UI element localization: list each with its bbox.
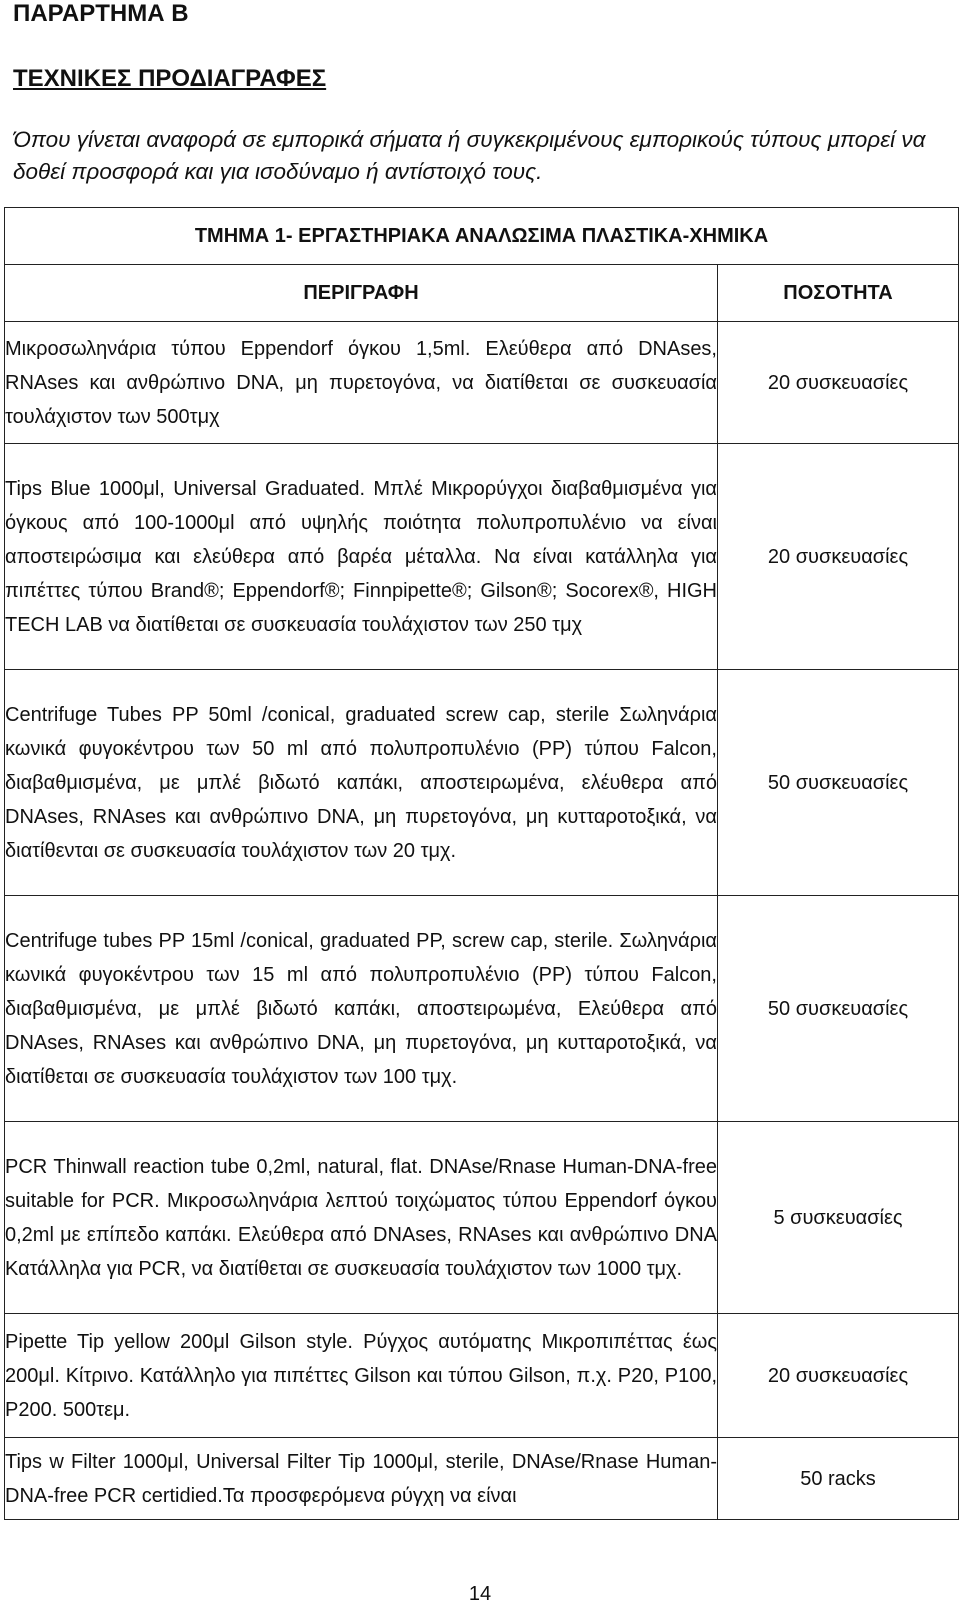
item-description: Tips Blue 1000μl, Universal Graduated. Μπλέ Μικρορύγχοι διαβαθμισμένα για όγκους από 100-1000μl από υψηλής ποιότητα πολυπροπυλένιο να είναι αποστειρώσιμα και ελεύθερα από βαρέα μέταλλα. Να είναι κατάλληλα για πιπέττες τύπου Brand®; Eppendorf®; Finnpipette®; Gilson®; Socorex®, HIGH TECH LAB να διατίθεται σε συσκευασία τουλάχιστον των 250 τμχ xyxy=(5,444,718,670)
item-quantity: 50 racks xyxy=(718,1438,959,1520)
item-description: Centrifuge Tubes PP 50ml /conical, graduated screw cap, sterile Σωληνάρια κωνικά φυγοκέντρου των 50 ml από πολυπροπυλένιο (PP) τύπου Falcon, διαβαθμισμένα, με μπλέ βιδωτό καπάκι, αποστειρωμένα, ελέυθερα από DNAses, RNAses και ανθρώπινο DNA, μη πυρετογόνα, μη κυτταροτοξικά, να διατίθενται σε συσκευασία τουλάχιστον των 20 τμχ. xyxy=(5,670,718,896)
item-quantity: 50 συσκευασίες xyxy=(718,670,959,896)
technical-specifications-title: ΤΕΧΝΙΚΕΣ ΠΡΟΔΙΑΓΡΑΦΕΣ xyxy=(13,65,327,92)
table-row xyxy=(5,670,959,896)
item-quantity: 20 συσκευασίες xyxy=(718,1314,959,1438)
item-quantity: 5 συσκευασίες xyxy=(718,1122,959,1314)
item-description: Pipette Tip yellow 200μl Gilson style. Ρύγχος αυτόματης Μικροπιπέττας έως 200μl. Κίτρινο. Κατάλληλο για πιπέττες Gilson και τύπου Gilson, π.χ. P20, P100, P200. 500τεμ. xyxy=(5,1314,718,1438)
item-description: Μικροσωληνάρια τύπου Eppendorf όγκου 1,5ml. Ελεύθερα από DNAses, RNAses και ανθρώπινο DNA, μη πυρετογόνα, να διατίθεται σε συσκευασία τουλάχιστον των 500τμχ xyxy=(5,322,718,444)
section-row xyxy=(5,208,959,265)
item-quantity: 50 συσκευασίες xyxy=(718,896,959,1122)
appendix-title: ΠΑΡΑΡΤΗΜΑ Β xyxy=(13,0,189,27)
item-quantity: 20 συσκευασίες xyxy=(718,444,959,670)
section-title: ΤΜΗΜΑ 1- ΕΡΓΑΣΤΗΡΙΑΚΑ ΑΝΑΛΩΣΙΜΑ ΠΛΑΣΤΙΚΑ-ΧΗΜΙΚΑ xyxy=(5,208,959,265)
item-description: Tips w Filter 1000μl, Universal Filter Tip 1000μl, sterile, DNAse/Rnase Human-DNA-free PCR certidied.Τα προσφερόμενα ρύγχη να είναι xyxy=(5,1438,718,1520)
table-row xyxy=(5,896,959,1122)
header-quantity: ΠΟΣΟΤΗΤΑ xyxy=(718,265,959,322)
item-description: Centrifuge tubes PP 15ml /conical, graduated PP, screw cap, sterile. Σωληνάρια κωνικά φυγοκέντρου των 15 ml από πολυπροπυλένιο (PP) τύπου Falcon, διαβαθμισμένα, με μπλέ βιδωτό καπάκι, αποστειρωμένα, Ελεύθερα από DNAses, RNAses και ανθρώπινο DNA, μη πυρετογόνα, μη κυτταροτοξικά, να διατίθεται σε συσκευασία τουλάχιστον των 100 τμχ. xyxy=(5,896,718,1122)
header-row xyxy=(5,265,959,322)
page-number: 14 xyxy=(468,1583,492,1605)
header-description: ΠΕΡΙΓΡΑΦΗ xyxy=(5,265,718,322)
specifications-table xyxy=(4,207,959,1520)
trademark-note: Όπου γίνεται αναφορά σε εμπορικά σήματα ή συγκεκριμένους εμπορικούς τύπους μπορεί να δοθεί προσφορά και για ισοδύναμο ή αντίστοιχό τους. xyxy=(13,127,926,184)
table-row xyxy=(5,1314,959,1438)
table-row xyxy=(5,1122,959,1314)
table-row xyxy=(5,444,959,670)
table-row xyxy=(5,1438,959,1520)
item-description: PCR Thinwall reaction tube 0,2ml, natural, flat. DNAse/Rnase Human-DNA-free suitable for PCR. Μικροσωληνάρια λεπτού τοιχώματος τύπου Eppendorf όγκου 0,2ml με επίπεδο καπάκι. Ελεύθερα από DNAses, RNAses και ανθρώπινο DNA Κατάλληλα για PCR, να διατίθεται σε συσκευασία τουλάχιστον των 1000 τμχ. xyxy=(5,1122,718,1314)
item-quantity: 20 συσκευασίες xyxy=(718,322,959,444)
table-row xyxy=(5,322,959,444)
